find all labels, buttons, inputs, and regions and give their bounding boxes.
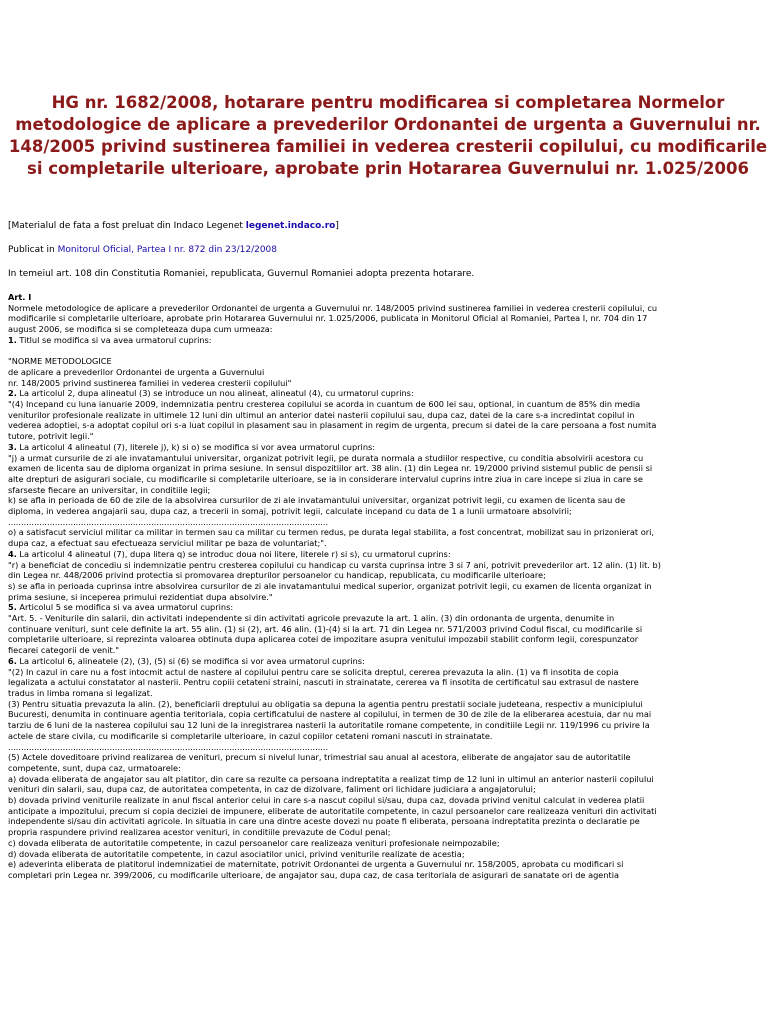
body-line [8,388,762,399]
line-text: prima sesiune, si inceperea primului rezidentiat dupa absolvire." [8,591,273,602]
line-text: "r) a beneficiat de concediu si indemnizatie pentru cresterea copilului cu handicap cu varsta cuprinsa intre 3 si 7 ani, potrivit prevederilor art. 12 alin. (1) lit. b) [8,559,661,570]
body-line [8,699,762,710]
line-text: completari prin Legea nr. 399/2006, cu modificarile ulterioare, de angajator sau, dupa caz, de casa teritoriala de asigurari de sanatate ori de agentia [8,869,620,880]
line-text: veniturilor profesionale realizate in ultimele 12 luni din ultimul an anterior datei nasterii copilului sau, dupa caz, datei de la care s-a incredintat copilul in [8,409,635,420]
body-line [8,634,762,645]
body-line [8,356,762,367]
body-line [8,677,762,688]
line-text: "(4) Incepand cu luna ianuarie 2009, indemnizatia pentru cresterea copilului se acorda in cuantum de 600 lei sau, optional, in cuantum de 85% din media [8,399,641,410]
line-text: tutore, potrivit legii." [8,431,94,442]
line-text: a) dovada eliberata de angajator sau alt platitor, din care sa rezulte ca persoana indreptatita a realizat timp de 12 luni in ultimul an anterior nasterii copilului [8,773,654,784]
line-text: modificarile si completarile ulterioare, aprobate prin Hotararea Guvernului nr. 1.025/2006, publicata in Monitorul Oficial al Romaniei, Partea I, nr. 704 din 17 [8,313,648,324]
line-text: anticipate a impozitului, precum si copia deciziei de impunere, eliberate de autoritatile competente, in cazul persoanelor care realizeaza venituri din activitati [8,805,657,816]
line-bold-label: 3. [8,441,17,452]
line-text: dupa caz, a efectuat sau efectueaza serviciul militar pe baza de voluntariat;". [8,538,327,549]
line-bold-label: 4. [8,548,17,559]
body-line [8,560,762,571]
body-line [8,592,762,603]
line-bold-label: 6. [8,655,17,666]
line-text: (3) Pentru situatia prevazuta la alin. (2), beneficiarii dreptului au obligatia sa depuna la agentia pentru prestatii sociale judeteana, respectiv a municipiului [8,698,643,709]
monitorul-oficial-link[interactable]: Monitorul Oficial, Partea I nr. 872 din 23/12/2008 [57,245,278,255]
line-text: fiecarei categorii de venit." [8,645,120,656]
line-text: Bucuresti, denumita in continuare agentia teritoriala, copia certificatului de nastere al copilului, in termen de 30 de zile de la eliberarea acestuia, dar nu mai [8,709,652,720]
line-text: august 2006, se modifica si se completeaza dupa cum urmeaza: [8,324,273,335]
document-body [8,292,762,881]
line-text: Titlul se modifica si va avea urmatorul cuprins: [16,334,212,345]
published-prefix: Publicat in [8,245,58,255]
body-line [8,431,762,442]
body-line [8,453,762,464]
line-text: Articolul 5 se modifica si va avea urmatorul cuprins: [16,602,234,613]
body-line [8,667,762,678]
body-line [8,645,762,656]
line-text: completarile ulterioare, si reprezinta valoarea obtinuta dupa aplicarea cotei de impozitare asupra venitului impozabil stabilit conform legii, corespunzator [8,634,639,645]
body-line [8,859,762,870]
body-line [8,378,762,389]
body-line [8,474,762,485]
line-text: s) se afla in perioada cuprinsa intre absolvirea cursurilor de zi ale invatamantului medical superior, organizat potrivit legii, cu examen de licenta organizat in [8,580,652,591]
line-text: b) dovada privind veniturile realizate in anul fiscal anterior celui in care s-a nascut copilul si/sau, dupa caz, dovada privind venitul calculat in vederea platii [8,795,645,806]
line-text: ........................................................................................................................... [8,516,329,527]
line-text: e) adeverinta eliberata de platitorul indemnizatiei de maternitate, potrivit Ordonantei de urgenta a Guvernului nr. 158/2005, aprobata cu modificari si [8,859,624,870]
body-line [8,517,762,528]
body-line [8,742,762,753]
line-text: k) se afla in perioada de 60 de zile de la absolvirea cursurilor de zi ale invatamantului universitar, organizat potrivit legii, cu examen de licenta sau de [8,495,626,506]
body-line [8,581,762,592]
body-line [8,688,762,699]
body-line [8,752,762,763]
body-line [8,795,762,806]
body-line [8,570,762,581]
body-line [8,720,762,731]
line-text: La articolul 4 alineatul (7), literele j), k) si o) se modifica si vor avea urmatorul cuprins: [16,441,376,452]
body-line [8,827,762,838]
body-line [8,849,762,860]
line-bold-label: 2. [8,388,17,399]
line-text: "Art. 5. - Veniturile din salarii, din activitati independente si din activitati agricole prevazute la art. 1 alin. (3) din ordonanta de urgenta, denumite in [8,613,615,624]
line-text: din Legea nr. 448/2006 privind protectia si promovarea drepturilor persoanelor cu handicap, republicata, cu modificarile ulterioare; [8,570,546,581]
line-text: sfarseste fiecare an universitar, in conditiile legii; [8,484,211,495]
line-bold-label: 1. [8,334,17,345]
body-line [8,602,762,613]
body-line [8,292,762,303]
line-text: "(2) In cazul in care nu a fost intocmit actul de nastere al copilului pentru care se solicita dreptul, cererea prevazuta la alin. (1) va fi insotita de copia [8,666,619,677]
line-text: La articolul 2, dupa alineatul (3) se introduce un nou alineat, alineatul (4), cu urmatorul cuprins: [16,388,414,399]
legenet-link[interactable]: legenet.indaco.ro [245,221,336,231]
line-text: venituri din salarii, sau, dupa caz, de autoritatea competenta, in caz de dizolvare, faliment ori lichidare judiciara a angajatorului; [8,784,536,795]
body-line [8,709,762,720]
line-text: "j) a urmat cursurile de zi ale invatamantului universitar, organizat potrivit legii, pe durata normala a studiilor respective, cu conditia absolvirii acestora cu [8,452,644,463]
line-text: de aplicare a prevederilor Ordonantei de urgenta a Guvernului [8,366,265,377]
document-title: HG nr. 1682/2008, hotarare pentru modificarea si completarea Normelor metodologice de aplicare a prevederilor Ordonantei de urgenta a Guvernului nr. 148/2005 privind sustinerea familiei in vederea cresterii copilului, cu modificarile si completarile ulterioare, aprobate prin Hotararea Guvernului nr. 1.025/2006 [8,93,768,178]
body-line [8,420,762,431]
body-line [8,367,762,378]
body-line [8,495,762,506]
line-text: vederea adoptiei, s-a adoptat copilul ori s-a luat copilul in plasament sau in plasament in regim de urgenta, precum si datei de la care persoana a fost numita [8,420,657,431]
line-text: actele de stare civila, cu modificarile si completarile ulterioare, in cazul copiilor cetateni romani nascuti in strainatate. [8,730,493,741]
source-note [8,220,762,232]
source-prefix: [Materialul de fata a fost preluat din Indaco Legenet [8,221,246,231]
body-line [8,527,762,538]
body-line [8,538,762,549]
intro-paragraph: In temeiul art. 108 din Constitutia Romaniei, republicata, Guvernul Romaniei adopta prezenta hotarare. [8,269,475,279]
line-text: tarziu de 6 luni de la nasterea copilului sau 12 luni de la inregistrarea nasterii la autoritatile romane competente, in conditiile Legii nr. 119/1996 cu privire la [8,720,650,731]
body-line [8,838,762,849]
line-text: examen de licenta sau de diploma organizat in prima sesiune. In sensul dispozitiilor art. 38 alin. (1) din Legea nr. 19/2000 privind sistemul public de pensii si [8,463,653,474]
line-text: "NORME METODOLOGICE [8,356,112,367]
body-line [8,549,762,560]
body-line [8,870,762,881]
body-line [8,784,762,795]
body-line [8,324,762,335]
line-text: tradus in limba romana si legalizat. [8,688,153,698]
line-text: o) a satisfacut serviciul militar ca militar in termen sau ca militar cu termen redus, pe durata legal stabilita, a fost concentrat, mobilizat sau in prizonierat ori, [8,527,654,538]
publication-note [8,244,762,256]
line-bold-label: 5. [8,602,17,613]
body-line [8,774,762,785]
body-line [8,731,762,742]
body-line [8,463,762,474]
line-text: La articolul 4 alineatul (7), dupa litera q) se introduc doua noi litere, literele r) si s), cu urmatorul cuprins: [16,548,451,559]
paragraph-gap [8,346,762,357]
line-text: ........................................................................................................................... [8,741,329,752]
body-line [8,485,762,496]
line-text: competente, sunt, dupa caz, urmatoarele: [8,762,181,773]
line-text: c) dovada eliberata de autoritatile competente, in cazul persoanelor care realizeaza venituri profesionale neimpozabile; [8,837,500,848]
body-line [8,656,762,667]
body-line [8,303,762,314]
line-text: La articolul 6, alineatele (2), (3), (5) si (6) se modifica si vor avea urmatorul cuprins: [16,655,365,666]
line-text: alte drepturi de asigurari sociale, cu modificarile si completarile ulterioare, se ia in considerare intervalul cuprins intre ziua in care incepe si ziua in care se [8,473,643,484]
body-line [8,613,762,624]
line-text: continuare venituri, sunt cele definite la art. 55 alin. (1) si (2), art. 46 alin. (1)-(4) si la art. 71 din Legea nr. 571/2003 privind Codul fiscal, cu modificarile si [8,623,643,634]
body-line [8,763,762,774]
line-text: (5) Actele doveditoare privind realizarea de venituri, precum si nivelul lunar, trimestrial sau anual al acestora, eliberate de angajator sau de autoritatile [8,752,631,763]
body-line [8,410,762,421]
body-line [8,313,762,324]
body-line [8,806,762,817]
line-text: diploma, in vederea angajarii sau, dupa caz, a trecerii in somaj, potrivit legii, calculate incepand cu data de 1 a lunii urmatoare absolvirii; [8,506,572,517]
line-text: legalizata a actului constatator al nasterii. Pentru copiii cetateni straini, nascuti in strainatate, cererea va fi insotita de certificatul sau extrasul de nastere [8,677,639,688]
source-suffix: ] [335,221,339,231]
line-text: independente si/sau din activitati agricole. In situatia in care una dintre aceste dovezi nu poate fi eliberata, persoana indreptatita prezinta o declaratie pe [8,816,640,827]
line-bold-label: Art. I [8,292,32,302]
body-line [8,442,762,453]
line-text: d) dovada eliberata de autoritatile competente, in cazul asociatilor unici, privind veniturile realizate de acestia; [8,848,465,859]
body-line [8,624,762,635]
line-text: propria raspundere privind realizarea acestor venituri, in conditiile prevazute de Codul penal; [8,827,391,838]
line-text: Normele metodologice de aplicare a prevederilor Ordonantei de urgenta a Guvernului nr. 148/2005 privind sustinerea familiei in vederea cresterii copilului, cu [8,302,658,313]
body-line [8,816,762,827]
body-line [8,335,762,346]
body-line [8,506,762,517]
body-line [8,399,762,410]
line-text: nr. 148/2005 privind sustinerea familiei in vederea cresterii copilului" [8,377,292,388]
